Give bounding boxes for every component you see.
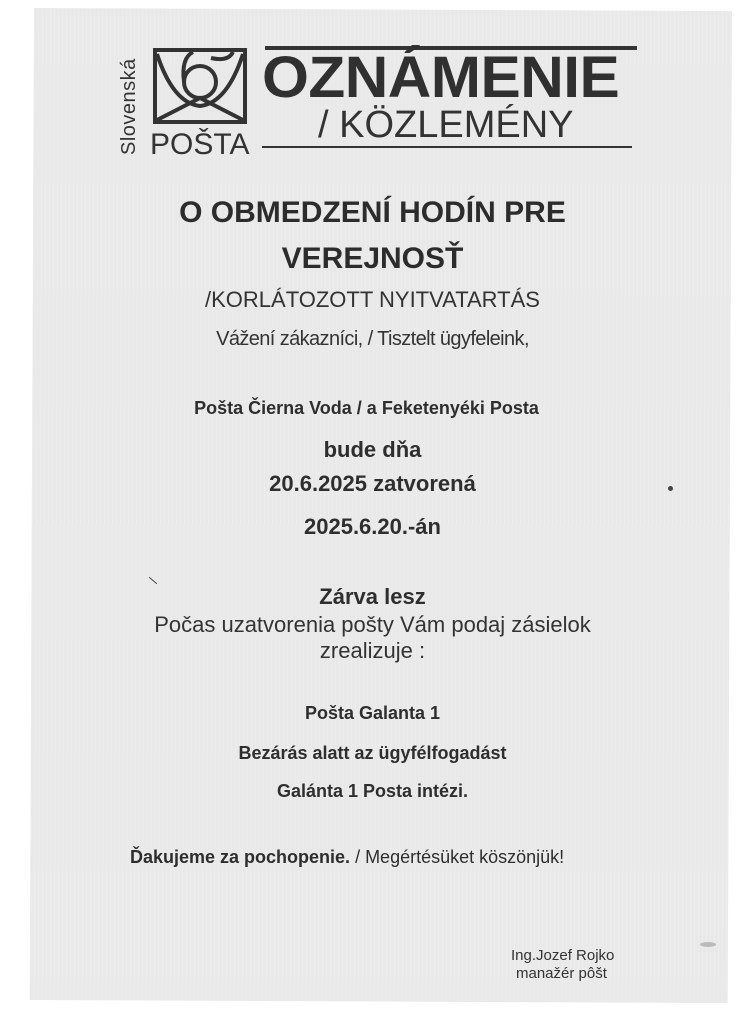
logo-brand-text: POŠTA [150, 128, 250, 161]
alternative-hu-line2: Galánta 1 Posta intézi. [276, 781, 469, 801]
notice-heading-line2: VEREJNOSŤ [281, 242, 464, 275]
alternative-office: Pošta Galanta 1 [304, 703, 441, 723]
page-title: OZNÁMENIE [262, 45, 620, 110]
alternative-hu-line1: Bezárás alatt az ügyfélfogadást [238, 743, 507, 763]
posthorn-envelope-icon [153, 48, 247, 124]
notice-heading-line1: O OBMEDZENÍ HODÍN PRE [179, 196, 566, 229]
scan-speck [668, 486, 673, 491]
notice-heading-hu: /KORLÁTOZOTT NYITVATARTÁS [205, 287, 540, 312]
closure-date-hu: 2025.6.20.-án [304, 514, 441, 539]
closure-date-sk: 20.6.2025 zatvorená [269, 471, 476, 496]
signature-name: Ing.Jozef Rojko [511, 947, 615, 964]
thanks-hu: / Megértésüket köszönjük! [350, 847, 565, 867]
page-subtitle: / KÖZLEMÉNY [318, 104, 574, 146]
scan-smudge [700, 942, 716, 947]
subtitle-underline [262, 146, 632, 148]
alternative-sk-line1: Počas uzatvorenia pošty Vám podaj zásielok [154, 612, 591, 637]
post-office-name: Pošta Čierna Voda / a Feketenyéki Posta [194, 398, 539, 418]
thanks-sk: Ďakujeme za pochopenie. [130, 847, 351, 867]
alternative-sk-line2: zrealizuje : [319, 638, 426, 663]
logo-vertical-text: Slovenská [118, 58, 140, 155]
greeting: Vážení zákazníci, / Tisztelt ügyfeleink, [216, 328, 529, 350]
will-be-text: bude dňa [323, 437, 422, 462]
thanks-line [130, 847, 564, 868]
signature-role: manažér pôšt [516, 965, 607, 982]
closed-hu: Zárva lesz [319, 584, 426, 609]
